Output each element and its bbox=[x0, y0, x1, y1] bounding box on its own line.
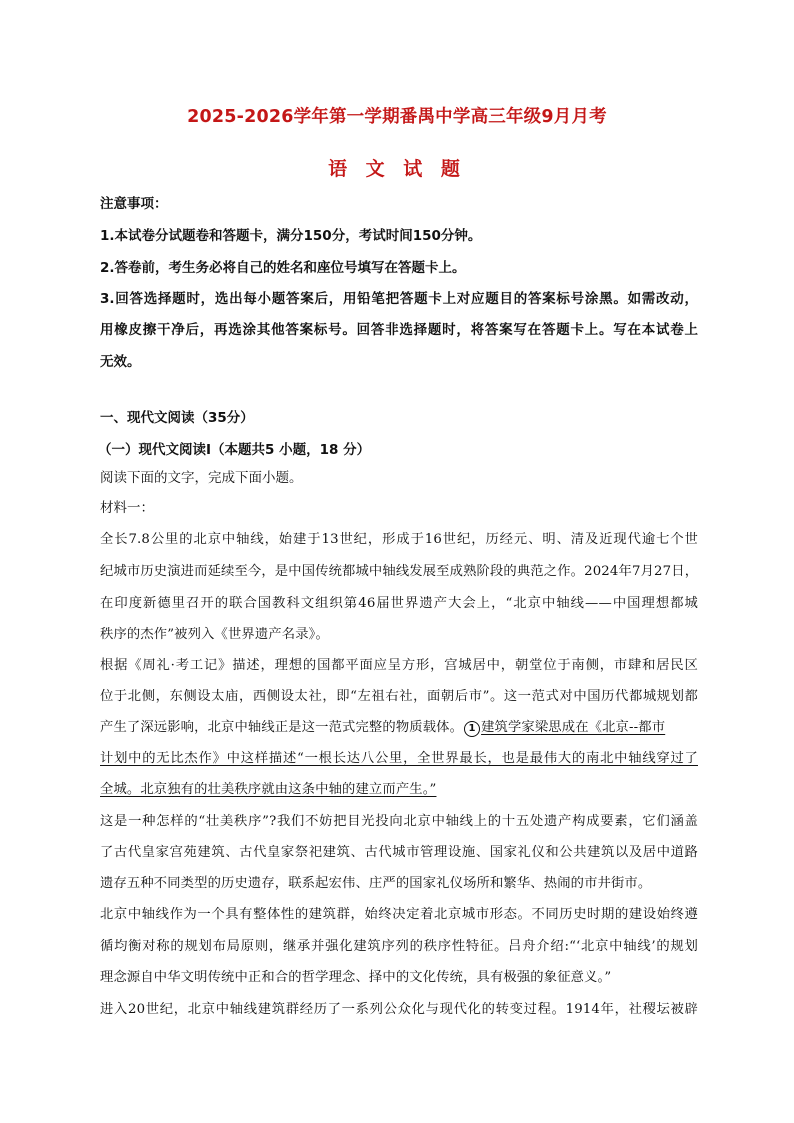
reading-instruction: 阅读下面的文字，完成下面小题。 bbox=[100, 470, 303, 486]
passage-line: 在印度新德里召开的联合国教科文组织第46届世界遗产大会上，“北京中轴线——中国理想都城 bbox=[100, 596, 698, 611]
numbered-marker: 1 bbox=[464, 721, 480, 737]
underlined-quote: 全城。北京独有的壮美秩序就由这条中轴的建立而产生。” bbox=[100, 782, 437, 797]
notice-item: 2.答卷前，考生务必将自己的姓名和座位号填写在答题卡上。 bbox=[100, 260, 466, 276]
passage-line: 根据《周礼·考工记》描述，理想的国都平面应呈方形，宫城居中，朝堂位于南侧，市肆和居民区 bbox=[100, 658, 698, 673]
underlined-quote: 计划中的无比杰作》中这样描述“一根长达八公里，全世界最长，也是最伟大的南北中轴线穿过了 bbox=[100, 751, 698, 766]
passage-line: 循均衡对称的规划布局原则，继承并强化建筑序列的秩序性特征。吕舟介绍:“‘北京中轴线’的规划 bbox=[100, 939, 698, 954]
passage-line: 理念源自中华文明传统中正和合的哲学理念、择中的文化传统，具有极强的象征意义。” bbox=[100, 970, 612, 985]
passage-line: 北京中轴线作为一个具有整体性的建筑群，始终决定着北京城市形态。不同历史时期的建设始终遵 bbox=[100, 907, 698, 922]
section-title: 一、现代文阅读（35分） bbox=[100, 410, 254, 426]
passage-line: 纪城市历史演进而延续至今，是中国传统都城中轴线发展至成熟阶段的典范之作。2024年7月27日， bbox=[100, 564, 699, 579]
notice-item: 用橡皮擦干净后，再选涂其他答案标号。回答非选择题时，将答案写在答题卡上。写在本试卷上 bbox=[100, 322, 698, 338]
underlined-quote: 建筑学家梁思成在《北京--都市 bbox=[481, 720, 666, 735]
passage-text: 产生了深远影响，北京中轴线正是这一范式完整的物质载体。 bbox=[100, 720, 464, 735]
notice-item: 3.回答选择题时，选出每小题答案后，用铅笔把答题卡上对应题目的答案标号涂黑。如需改动， bbox=[100, 291, 698, 307]
passage-line: 位于北侧，东侧设太庙，西侧设太社，即“左祖右社，面朝后市”。这一范式对中国历代都城规划都 bbox=[100, 689, 698, 704]
exam-title: 2025-2026学年第一学期番禺中学高三年级9月月考 bbox=[187, 107, 607, 127]
passage-line bbox=[100, 718, 698, 738]
passage-line: 遗存五种不同类型的历史遗存，联系起宏伟、庄严的国家礼仪场所和繁华、热闹的市井街市。 bbox=[100, 876, 652, 891]
passage-line: 全长7.8公里的北京中轴线，始建于13世纪，形成于16世纪，历经元、明、清及近现代逾七个世 bbox=[100, 532, 698, 547]
material-label: 材料一： bbox=[100, 500, 154, 516]
passage-line: 这是一种怎样的“壮美秩序”?我们不妨把目光投向北京中轴线上的十五处遗产构成要素，它们涵盖 bbox=[100, 814, 698, 829]
subject-title: 语 文 试 题 bbox=[328, 158, 466, 180]
notice-heading: 注意事项： bbox=[100, 196, 168, 212]
subsection-title: （一）现代文阅读Ⅰ（本题共5 小题，18 分） bbox=[98, 442, 371, 458]
passage-line: 秩序的杰作”被列入《世界遗产名录》。 bbox=[100, 627, 329, 642]
passage-line: 了古代皇家宫苑建筑、古代皇家祭祀建筑、古代城市管理设施、国家礼仪和公共建筑以及居中道路 bbox=[100, 845, 698, 860]
notice-item: 1.本试卷分试题卷和答题卡，满分150分，考试时间150分钟。 bbox=[100, 228, 482, 244]
passage-line: 进入20世纪，北京中轴线建筑群经历了一系列公众化与现代化的转变过程。1914年，社稷坛被辟 bbox=[100, 1002, 698, 1017]
notice-item: 无效。 bbox=[100, 354, 141, 370]
